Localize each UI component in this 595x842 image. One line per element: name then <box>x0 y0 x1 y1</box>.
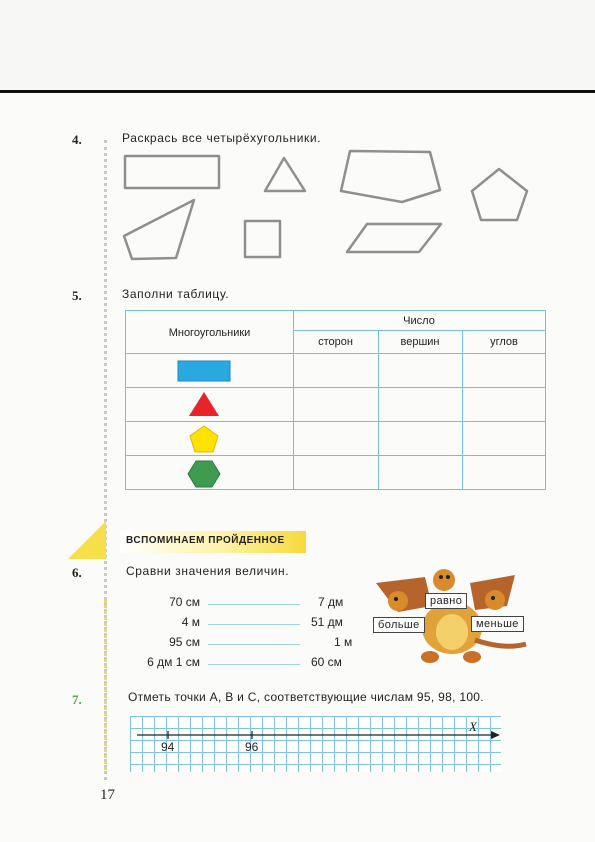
task-7-instruction: Отметь точки A, B и C, соответствующие числам 95, 98, 100. <box>128 690 484 704</box>
task-5-number: 5. <box>72 288 82 303</box>
header-number: Число <box>403 315 435 327</box>
header-polygons: Многоугольники <box>168 327 251 339</box>
tick-label-94: 94 <box>161 740 175 754</box>
compare-right-4: 60 см <box>311 655 342 669</box>
compare-right-1: 7 дм <box>318 595 344 609</box>
banner-title: ВСПОМИНАЕМ ПРОЙДЕННОЕ <box>126 535 285 546</box>
page-number: 17 <box>100 787 115 803</box>
word-equal-card[interactable]: равно <box>425 593 467 609</box>
task-5-instruction: Заполни таблицу. <box>122 287 230 301</box>
task-6-number: 6. <box>72 565 82 580</box>
task-4-number: 4. <box>72 132 82 147</box>
axis-arrow <box>491 731 500 739</box>
compare-left-1: 70 см <box>169 595 200 609</box>
word-less-card[interactable]: меньше <box>471 616 524 632</box>
task-7-number: 7. <box>72 692 82 707</box>
task-6-instruction: Сравни значения величин. <box>126 564 290 578</box>
compare-right-2: 51 дм <box>311 615 343 629</box>
header-angles: углов <box>490 336 518 348</box>
word-greater-card[interactable]: больше <box>373 617 425 633</box>
compare-left-2: 4 м <box>181 615 200 629</box>
header-vertices: вершин <box>400 336 440 348</box>
compare-left-4: 6 дм 1 см <box>147 655 200 669</box>
compare-left-3: 95 см <box>169 635 200 649</box>
task-4-instruction: Раскрась все четырёхугольники. <box>122 131 322 145</box>
tick-label-96: 96 <box>245 740 259 754</box>
axis-label-x: X <box>469 719 477 734</box>
header-sides: сторон <box>318 336 353 348</box>
compare-right-3: 1 м <box>334 635 353 649</box>
